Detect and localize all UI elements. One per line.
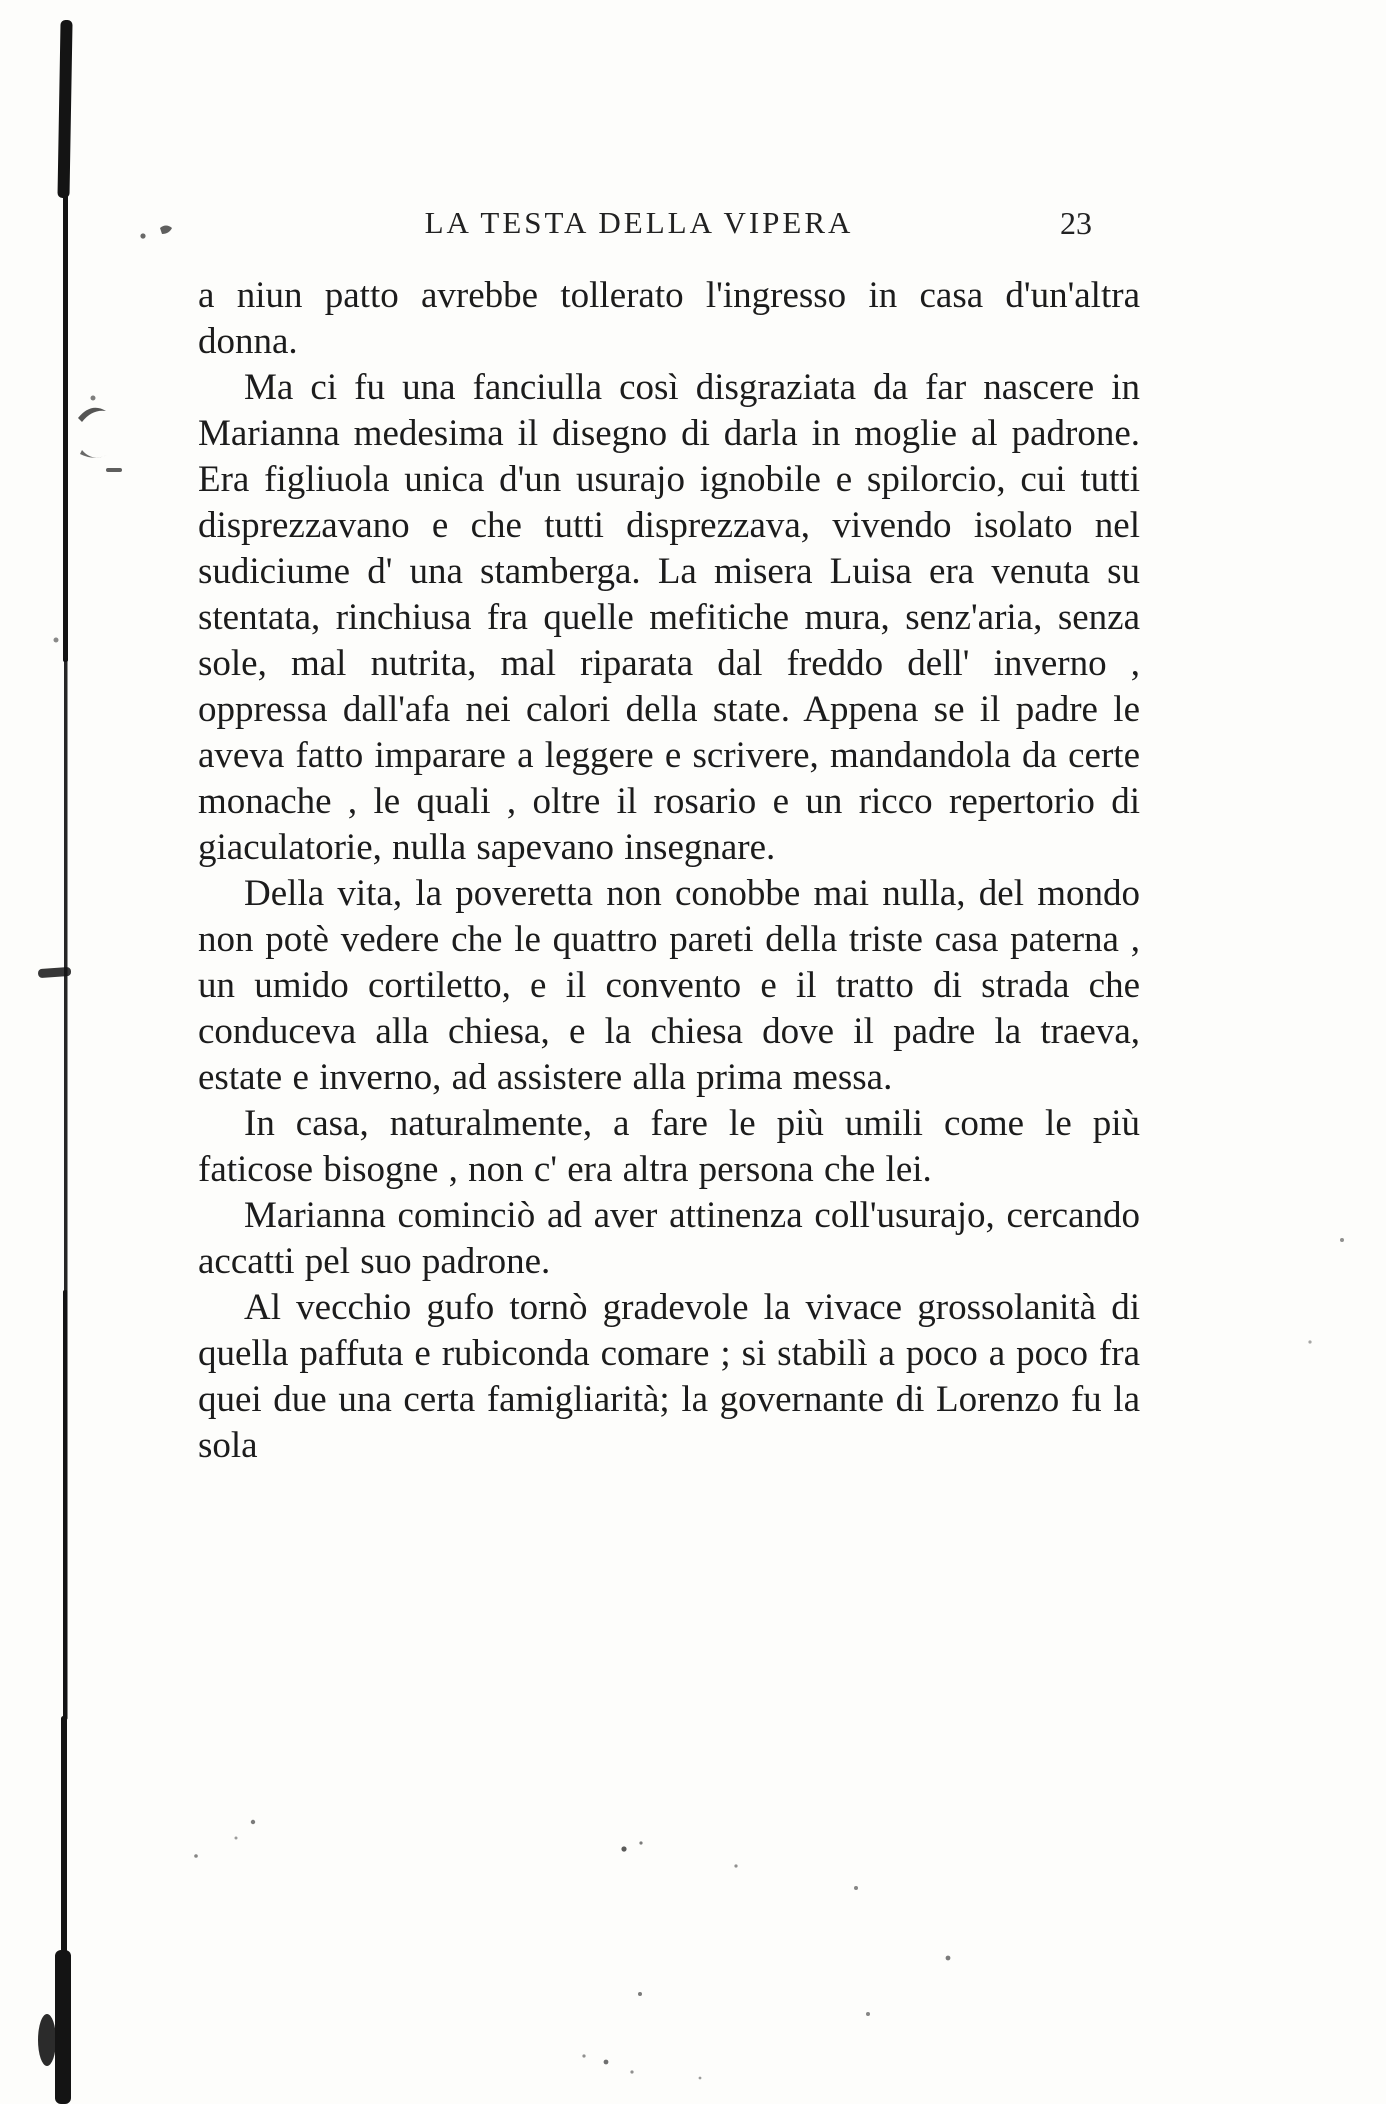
paragraph-continuation: a niun patto avrebbe tollerato l'ingresso in casa d'un'altra donna. — [198, 275, 1140, 362]
paragraph: In casa, naturalmente, a fare le più umili come le più faticose bisogne , non c' era altra persona che lei. — [198, 1103, 1140, 1190]
text-column — [198, 205, 1140, 1469]
paragraph: Della vita, la poveretta non conobbe mai nulla, del mondo non potè vedere che le quattro pareti della triste casa paterna , un umido cortiletto, e il convento e il tratto di strada che conduceva alla chiesa, e la chiesa dove il padre la traeva, estate e inverno, ad assistere alla prima messa. — [198, 873, 1140, 1098]
paragraph: Al vecchio gufo tornò gradevole la vivace grossolanità di quella paffuta e rubiconda comare ; si stabilì a poco a poco fra quei due una certa famigliarità; la governante di Lorenzo fu la sola — [198, 1287, 1140, 1466]
page-header — [198, 205, 1140, 267]
paragraph: Marianna cominciò ad aver attinenza coll'usurajo, cercando accatti pel suo padrone. — [198, 1195, 1140, 1282]
margin-smudges — [54, 396, 123, 643]
running-title: LA TESTA DELLA VIPERA — [424, 205, 854, 240]
header-specks — [140, 226, 172, 239]
paragraph: Ma ci fu una fanciulla così disgraziata da far nascere in Marianna medesima il disegno di darla in moglie al padrone. Era figliuola unica d'un usurajo ignobile e spilorcio, cui tutti disprezzavano e che tutti disprezzava, vivendo isolato nel sudiciume d' una stamberga. La misera Luisa era venuta su stentata, rinchiusa fra quelle mefitiche mura, senz'aria, senza sole, mal nutrita, mal riparata dal freddo dell' inverno , oppressa dall'afa nei calori della state. Appena se il padre le aveva fatto imparare a leggere e scrivere, mandandola da certe monache , le quali , oltre il rosario e un ricco repertorio di giaculatorie, nulla sapevano insegnare. — [198, 367, 1140, 868]
binding-line-marks — [38, 20, 73, 2104]
page-number: 23 — [1060, 205, 1092, 241]
